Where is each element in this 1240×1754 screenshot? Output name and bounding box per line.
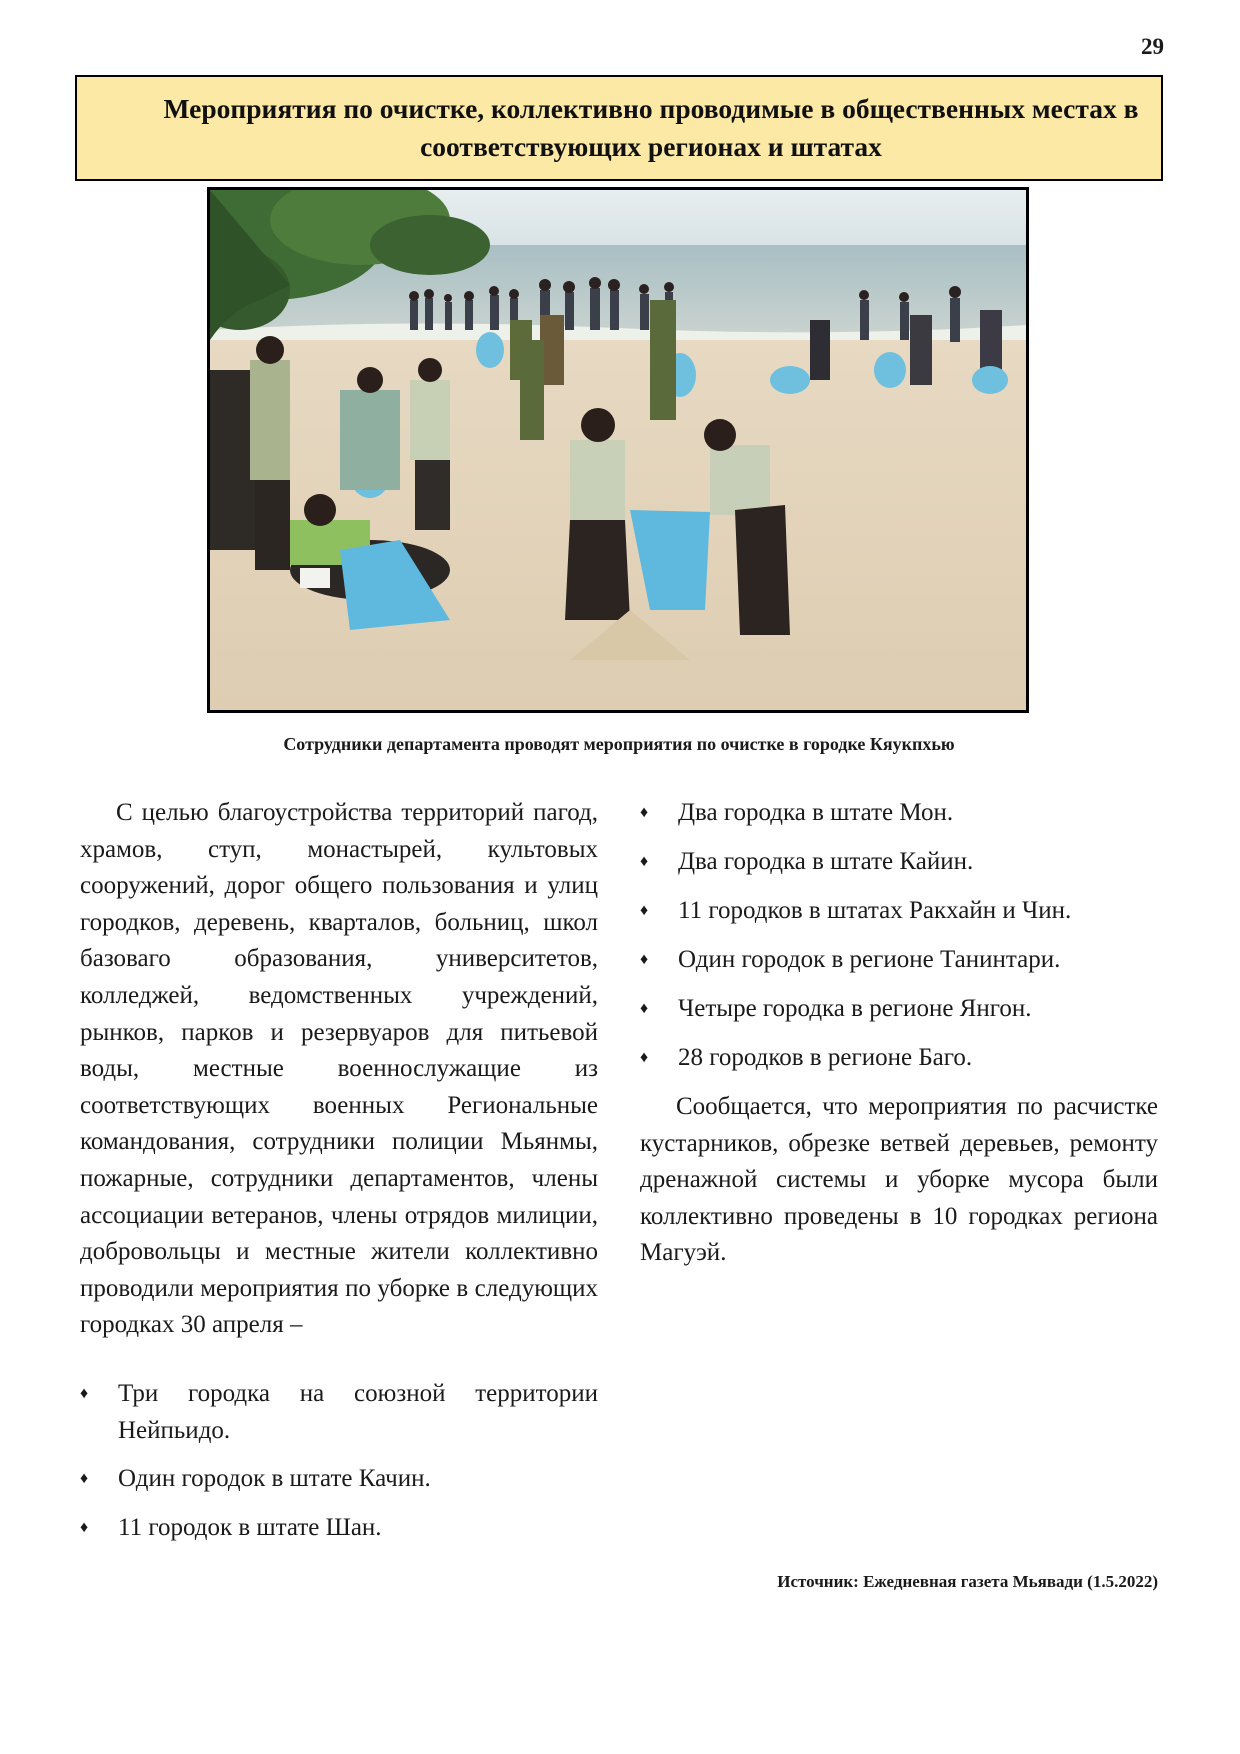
diamond-bullet-icon: ♦ <box>640 804 649 821</box>
diamond-bullet-icon: ♦ <box>640 950 649 968</box>
diamond-bullet-icon: ♦ <box>80 1384 89 1402</box>
list-item: ♦ Три городка на союзной территории Нейпьидо. <box>80 1376 598 1449</box>
beach-cleanup-illustration <box>210 190 1026 710</box>
left-column <box>80 795 598 1559</box>
photo-caption: Сотрудники департамента проводят мероприятия по очистке в городке Кяукпхью <box>283 734 955 754</box>
diamond-bullet-icon: ♦ <box>640 852 649 870</box>
diamond-bullet-icon: ♦ <box>80 1470 89 1488</box>
cleanup-photo <box>207 187 1029 713</box>
intro-paragraph: С целью благоустройства территорий пагод, храмов, ступ, монастырей, культовых сооружений, дорог общего пользования и улиц городков, деревень, кварталов, больниц, школ базоваго образования, университетов, колледжей, ведомственных учреждений, рынков, парков и резервуаров для питьевой воды, местные военнослужащие из соответствующих военных Региональные командования, сотрудники полиции Мьянмы, пожарные, сотрудники департаментов, члены ассоциации ветеранов, члены отрядов милиции, добровольцы и местные жители коллективно проводили мероприятия по уборке в следующих городках 30 апреля – <box>80 799 598 1339</box>
list-item: ♦ Один городок в регионе Танинтари. <box>640 942 1158 979</box>
right-bullet-list <box>640 795 1158 1077</box>
source-note: Источник: Ежедневная газета Мьявади (1.5.2022) <box>777 1572 1158 1591</box>
diamond-bullet-icon: ♦ <box>640 901 649 919</box>
left-bullet-list <box>80 1376 598 1547</box>
closing-paragraph: Сообщается, что мероприятия по расчистке кустарников, обрезке ветвей деревьев, ремонту дренажной системы и уборке мусора были коллективно проведены в 10 городках региона Магуэй. <box>640 1092 1158 1267</box>
page-title: Мероприятия по очистке, коллективно проводимые в общественных местах в соответствующих регионах и штатах <box>163 93 1139 162</box>
list-item: ♦ Два городка в штате Мон. <box>640 795 1158 832</box>
title-box <box>75 75 1163 181</box>
list-item: ♦ Два городка в штате Кайин. <box>640 844 1158 881</box>
list-item: ♦ 28 городков в регионе Баго. <box>640 1040 1158 1077</box>
list-item: ♦ 11 городок в штате Шан. <box>80 1510 598 1547</box>
right-column <box>640 795 1158 1272</box>
page-number: 29 <box>1141 34 1164 59</box>
list-item: ♦ Один городок в штате Качин. <box>80 1461 598 1498</box>
list-item: ♦ 11 городков в штатах Ракхайн и Чин. <box>640 893 1158 930</box>
diamond-bullet-icon: ♦ <box>640 1048 649 1066</box>
diamond-bullet-icon: ♦ <box>80 1519 89 1537</box>
list-item: ♦ Четыре городка в регионе Янгон. <box>640 991 1158 1028</box>
diamond-bullet-icon: ♦ <box>640 999 649 1017</box>
